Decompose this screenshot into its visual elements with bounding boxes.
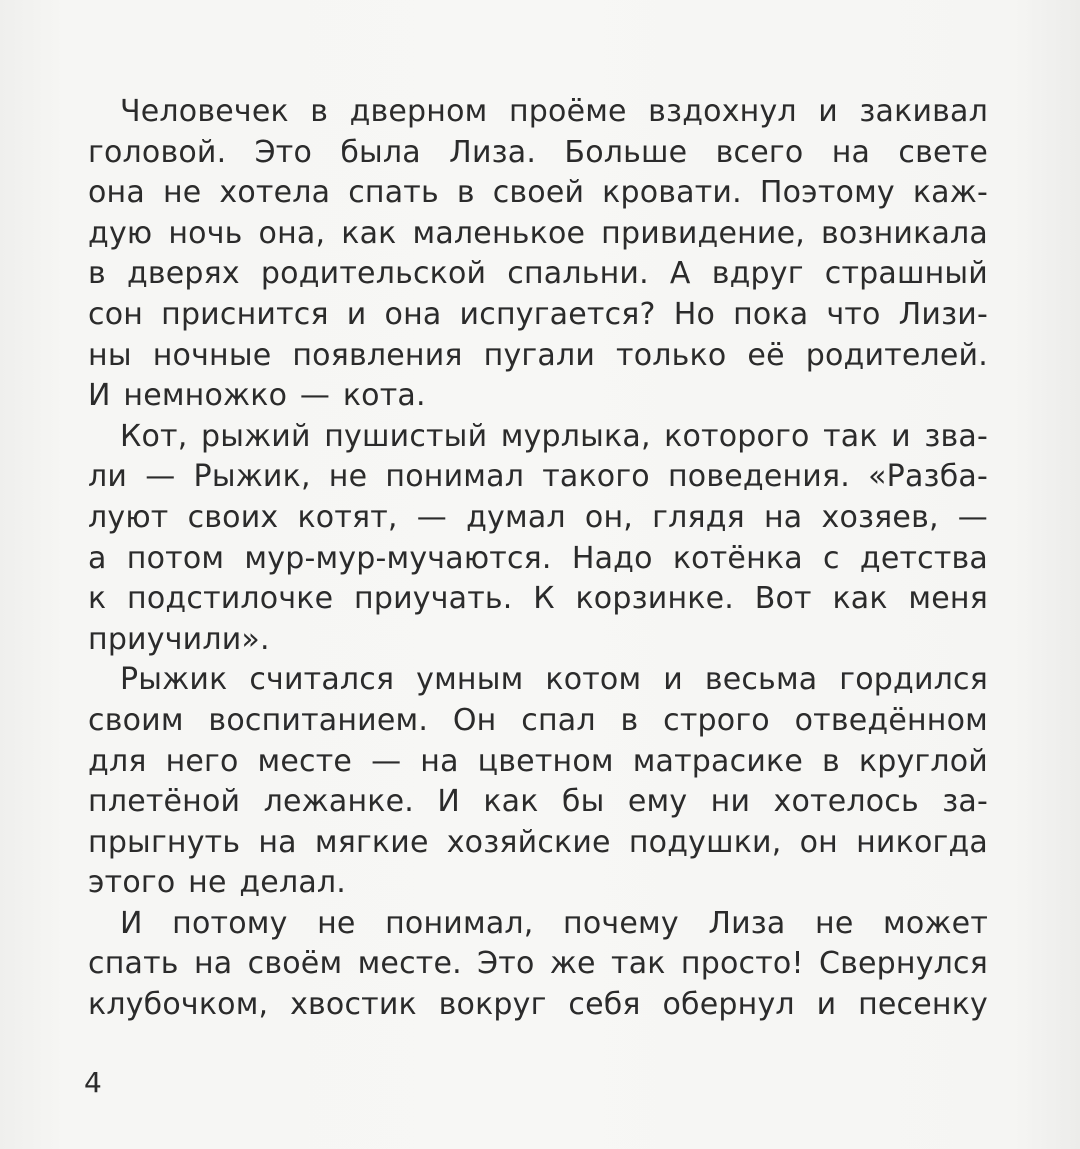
text-line: к подстилочке приучать. К корзинке. Вот как меня <box>88 581 988 617</box>
text-line: Человечек в дверном проёме вздохнул и закивал <box>120 94 988 129</box>
text-line: Кот, рыжий пушистый мурлыка, которого так и зва- <box>120 418 988 454</box>
text-line: для него месте — на цветном матрасике в круглой <box>88 743 988 779</box>
text-line: а потом мур-мур-мучаются. Надо котёнка с детства <box>88 540 988 576</box>
body-text <box>88 92 988 1026</box>
text-line: прыгнуть на мягкие хозяйские подушки, он никогда <box>88 824 988 860</box>
text-line: Рыжик считался умным котом и весьма гордился <box>120 662 988 698</box>
text-line: дую ночь она, как маленькое привидение, возникала <box>88 215 988 251</box>
text-line: головой. Это была Лиза. Больше всего на свете <box>88 134 988 170</box>
text-line: сон приснится и она испугается? Но пока что Лизи- <box>88 296 988 332</box>
text-line: в дверях родительской спальни. А вдруг страшный <box>88 256 988 292</box>
text-line: ны ночные появления пугали только её родителей. <box>88 337 988 373</box>
text-line: приучили». <box>88 621 270 657</box>
text-line: своим воспитанием. Он спал в строго отведённом <box>88 702 988 738</box>
text-line: луют своих котят, — думал он, глядя на хозяев, — <box>88 499 988 535</box>
text-line: этого не делал. <box>88 865 347 901</box>
text-line: И немножко — кота. <box>88 378 426 414</box>
page-number: 4 <box>84 1066 102 1099</box>
text-line: спать на своём месте. Это же так просто! Свернулся <box>88 946 988 982</box>
text-line: клубочком, хвостик вокруг себя обернул и песенку <box>88 987 988 1023</box>
text-line: ли — Рыжик, не понимал такого поведения. «Разба- <box>88 459 988 495</box>
text-line: И потому не понимал, почему Лиза не может <box>120 905 988 941</box>
text-line: плетёной лежанке. И как бы ему ни хотелось за- <box>88 784 988 820</box>
text-line: она не хотела спать в своей кровати. Поэтому каж- <box>88 175 988 211</box>
